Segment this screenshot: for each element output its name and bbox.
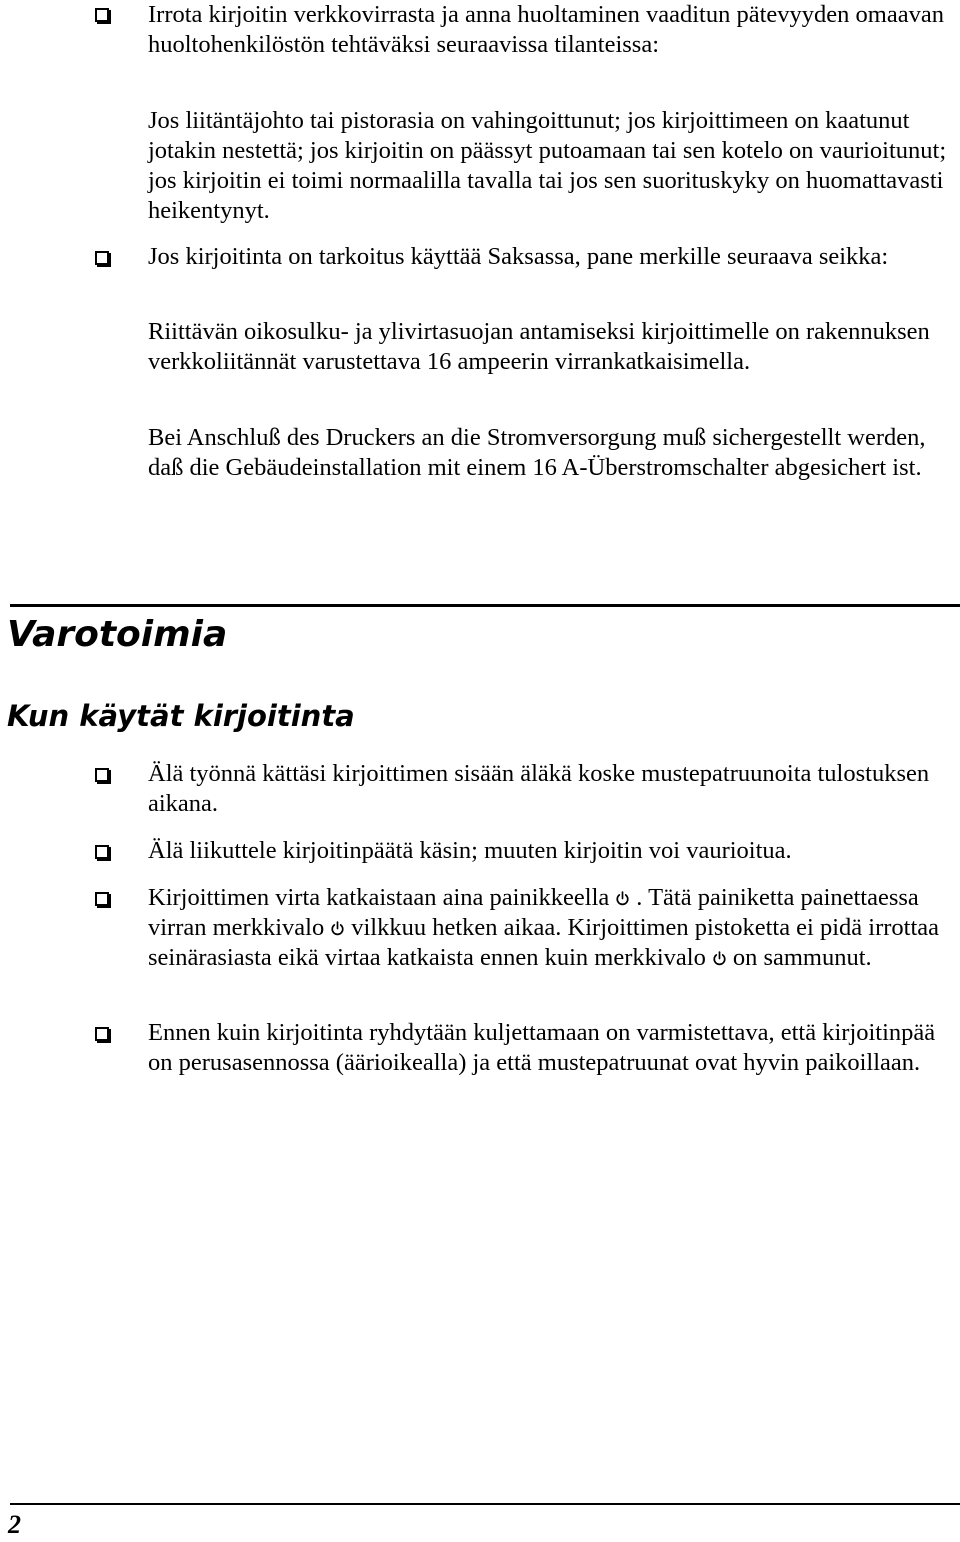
checkbox-icon (95, 8, 109, 22)
intro-item-2-subtext: Riittävän oikosulku- ja ylivirtasuojan antamiseksi kirjoittimelle on rakennuksen verkkoliitännät varustettava 16 ampeerin virrankatkaisimella. (148, 318, 930, 375)
power-text-1: Kirjoittimen virta katkaistaan aina painikkeella (148, 884, 610, 911)
intro-item-1-text: Irrota kirjoitin verkkovirrasta ja anna huoltaminen vaaditun pätevyyden omaavan huoltohenkilöstön tehtäväksi seuraavissa tilanteissa: (148, 1, 944, 58)
intro-item-2-subtext-german: Bei Anschluß des Druckers an die Stromversorgung muß sichergestellt werden, daß die Gebäudeinstallation mit einem 16 A-Überstromschalter abgesichert ist. (148, 424, 926, 481)
power-text-4: on sammunut. (732, 944, 872, 971)
power-text-2: . Tätä painiketta painettaessa virran merkkivalo (148, 884, 919, 941)
power-text-3: vilkkuu hetken aikaa. Kirjoittimen pistoketta ei pidä irrottaa seinärasiasta eikä virtaa katkaista ennen kuin merkkivalo (148, 914, 940, 971)
checkbox-icon (95, 1027, 109, 1041)
section-title: Varotoimia (7, 614, 228, 655)
power-icon (712, 944, 727, 959)
power-icon (330, 914, 345, 929)
checkbox-icon (95, 768, 109, 782)
footer-divider (10, 1503, 960, 1505)
intro-item-1-subtext: Jos liitäntäjohto tai pistorasia on vahingoittunut; jos kirjoittimeen on kaatunut jotakin nestettä; jos kirjoitin on päässyt putoamaan tai sen kotelo on vaurioitunut; jos kirjoitin ei toimi normaalilla tavalla tai jos sen suorituskyky on huomattavasti heikentynyt. (148, 107, 947, 224)
checkbox-icon (95, 845, 109, 859)
intro-item-2-text: Jos kirjoitinta on tarkoitus käyttää Saksassa, pane merkille seuraava seikka: (148, 243, 889, 270)
section-divider (10, 604, 960, 607)
page-number: 2 (8, 1510, 21, 1539)
list-item-text (148, 883, 960, 973)
checkbox-icon (95, 251, 109, 265)
list-item-text: Älä työnnä kättäsi kirjoittimen sisään äläkä koske mustepatruunoita tulostuksen aikana. (148, 760, 930, 817)
list-item-text: Älä liikuttele kirjoitinpäätä käsin; muuten kirjoitin voi vaurioitua. (148, 837, 792, 864)
checkbox-icon (95, 892, 109, 906)
subsection-title: Kun käytät kirjoitinta (7, 699, 355, 733)
power-icon (615, 884, 630, 899)
list-item-text: Ennen kuin kirjoitinta ryhdytään kuljettamaan on varmistettava, että kirjoitinpää on perusasennossa (äärioikealla) ja että mustepatruunat ovat hyvin paikoillaan. (148, 1019, 936, 1076)
